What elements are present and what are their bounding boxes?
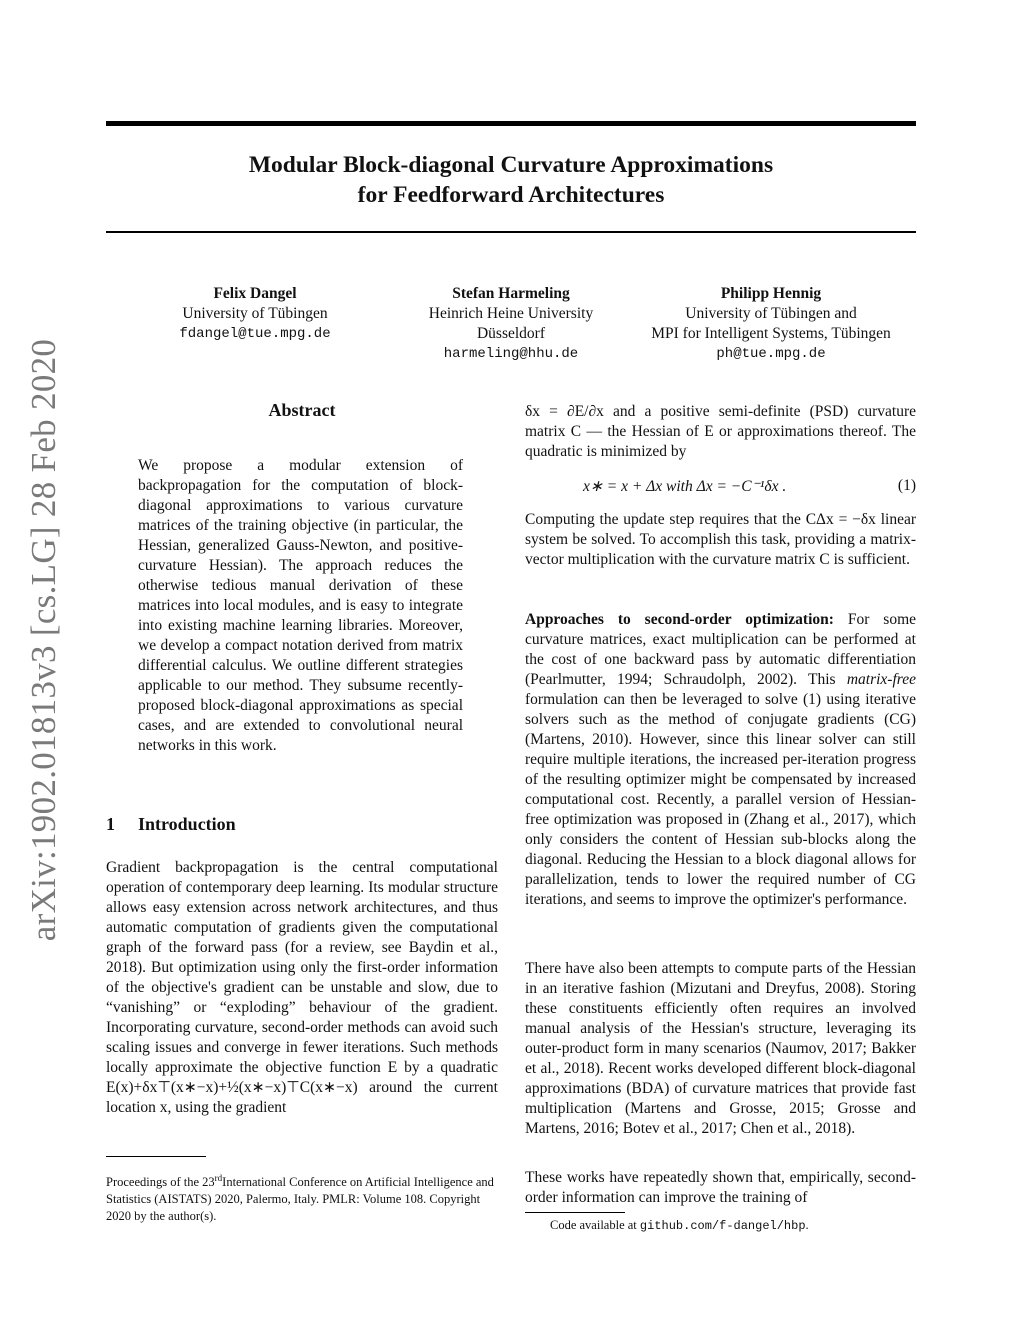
- author-3: [616, 284, 926, 364]
- section-number: 1: [106, 814, 115, 834]
- arxiv-stamp: [14, 330, 74, 950]
- last-text: These works have repeatedly shown that, empirically, second-order information can improve the training of: [525, 1169, 916, 1206]
- approaches-emphasis: matrix-free: [846, 671, 916, 688]
- paper-title: [142, 150, 880, 210]
- author-affiliation-2: MPI for Intelligent Systems, Tübingen: [651, 325, 891, 342]
- author-block: [106, 284, 916, 374]
- approaches-text: [525, 610, 916, 910]
- proceedings-footnote: [106, 1170, 498, 1225]
- author-name: Stefan Harmeling: [452, 285, 570, 302]
- title-rule-bottom: [106, 231, 916, 233]
- approaches-part-2: formulation can then be leveraged to solve (1) using iterative solvers such as the method of conjugate gradients (CG) (Martens, 2010). However, since this linear solver can still require multiple iterations, the increased per-iteration progress of the resulting optimizer might be compensated by increased computational cost. Recently, a parallel version of Hessian-free optimization was proposed in (Zhang et al., 2017), which only considers the content of Hessian sub-blocks along the diagonal. Reducing the Hessian to a block diagonal allows for parallelization, tends to lower the required number of CG iterations, and seems to improve the optimizer's performance.: [525, 691, 916, 908]
- approaches-paragraph: [525, 610, 916, 910]
- author-name: Philipp Hennig: [720, 285, 822, 302]
- author-2: [406, 284, 616, 364]
- last-paragraph: [525, 1168, 916, 1208]
- author-email[interactable]: harmeling@hhu.de: [443, 346, 579, 362]
- attempts-text: There have also been attempts to compute parts of the Hessian in an iterative fashion (Mizutani and Dreyfus, 2008). Storing these constituents efficiently often requires an involved manual analysis of the Hessian's structure, leveraging its outer-product form in many scenarios (Naumov, 2017; Bakker et al., 2018). Recent works developed different block-diagonal approximations (BDA) of curvature matrices that provide fast multiplication (Martens and Grosse, 2015; Grosse and Martens, 2016; Botev et al., 2017; Chen et al., 2018).: [525, 960, 916, 1137]
- code-link[interactable]: github.com/f-dangel/hbp: [639, 1219, 806, 1233]
- footnote-sup: rd: [214, 1173, 223, 1183]
- approaches-part-1: For some curvature matrices, exact multiplication can be performed at the cost of one backward pass by automatic differentiation (Pearlmutter, 1994; Schraudolph, 2002). This: [525, 611, 916, 688]
- author-affiliation: Heinrich Heine University: [428, 305, 594, 322]
- approaches-lead: Approaches to second-order optimization:: [525, 611, 834, 628]
- equation-number: (1): [897, 477, 916, 494]
- footnote-rule-right: [525, 1212, 625, 1213]
- abstract-heading: Abstract: [268, 400, 336, 420]
- attempts-paragraph: [525, 959, 916, 1139]
- title-rule-top: [106, 121, 916, 126]
- equation-body: x∗ = x + Δx with Δx = −C⁻¹δx .: [583, 478, 787, 495]
- code-footnote-text: Code available at: [550, 1218, 640, 1232]
- section-heading: [106, 814, 236, 835]
- author-email[interactable]: ph@tue.mpg.de: [716, 346, 826, 362]
- author-email[interactable]: fdangel@tue.mpg.de: [179, 326, 331, 342]
- author-affiliation: University of Tübingen: [182, 305, 328, 322]
- intro-paragraph: [106, 858, 498, 1118]
- author-1: [150, 284, 360, 344]
- title-line-1: Modular Block-diagonal Curvature Approximations: [248, 152, 774, 178]
- title-line-2: for Feedforward Architectures: [357, 182, 665, 208]
- right-para-top-text: δx = ∂E/∂x and a positive semi-definite (PSD) curvature matrix C — the Hessian of E or approximations thereof. The quadratic is minimized by: [525, 403, 916, 460]
- abstract-paragraph: We propose a modular extension of backpropagation for the computation of block-diagonal approximations to various curvature matrices of the training objective (in particular, the Hessian, generalized Gauss-Newton, and positive-curvature Hessian). The approach reduces the otherwise tedious manual derivation of these matrices into local modules, and is easy to integrate into existing machine learning libraries. Moreover, we develop a compact notation derived from matrix differential calculus. We outline different strategies applicable to our method. They subsume recently-proposed block-diagonal approximations as special cases, and are extended to convolutional neural networks in this work.: [138, 457, 463, 754]
- right-para-after-eq: [525, 510, 916, 570]
- author-name: Felix Dangel: [213, 285, 297, 302]
- right-para-top: [525, 402, 916, 462]
- code-footnote: [550, 1217, 809, 1235]
- intro-text: Gradient backpropagation is the central computational operation of contemporary deep learning. Its modular structure allows easy extension across network architectures, and thus automatic computation of gradients given the computational graph of the forward pass (for a review, see Baydin et al., 2018). But optimization using only the first-order information of the objective's gradient can be unstable and slow, due to “vanishing” or “exploding” behaviour of the gradient. Incorporating curvature, second-order methods can avoid such scaling issues and converge in fewer iterations. Such methods locally approximate the objective function E by a quadratic E(x)+δx⊤(x∗−x)+½(x∗−x)⊤C(x∗−x) around the current location x, using the gradient: [106, 859, 498, 1116]
- section-title: Introduction: [138, 814, 236, 834]
- author-affiliation: University of Tübingen and: [685, 305, 857, 322]
- right-para-after-eq-text: Computing the update step requires that the CΔx = −δx linear system be solved. To accomplish this task, providing a matrix-vector multiplication with the curvature matrix C is sufficient.: [525, 511, 916, 568]
- footnote-post: International Conference on Artificial Intelligence and Statistics (AISTATS) 2020, Palermo, Italy. PMLR: Volume 108. Copyright 2020 by the author(s).: [106, 1175, 494, 1224]
- arxiv-identifier: arXiv:1902.01813v3 [cs.LG] 28 Feb 2020: [24, 338, 63, 942]
- code-footnote-end: .: [805, 1218, 809, 1232]
- footnote-rule: [106, 1156, 206, 1157]
- footnote-pre: Proceedings of the 23: [106, 1175, 215, 1190]
- abstract-text: [138, 456, 463, 756]
- author-affiliation-city: Düsseldorf: [476, 325, 546, 342]
